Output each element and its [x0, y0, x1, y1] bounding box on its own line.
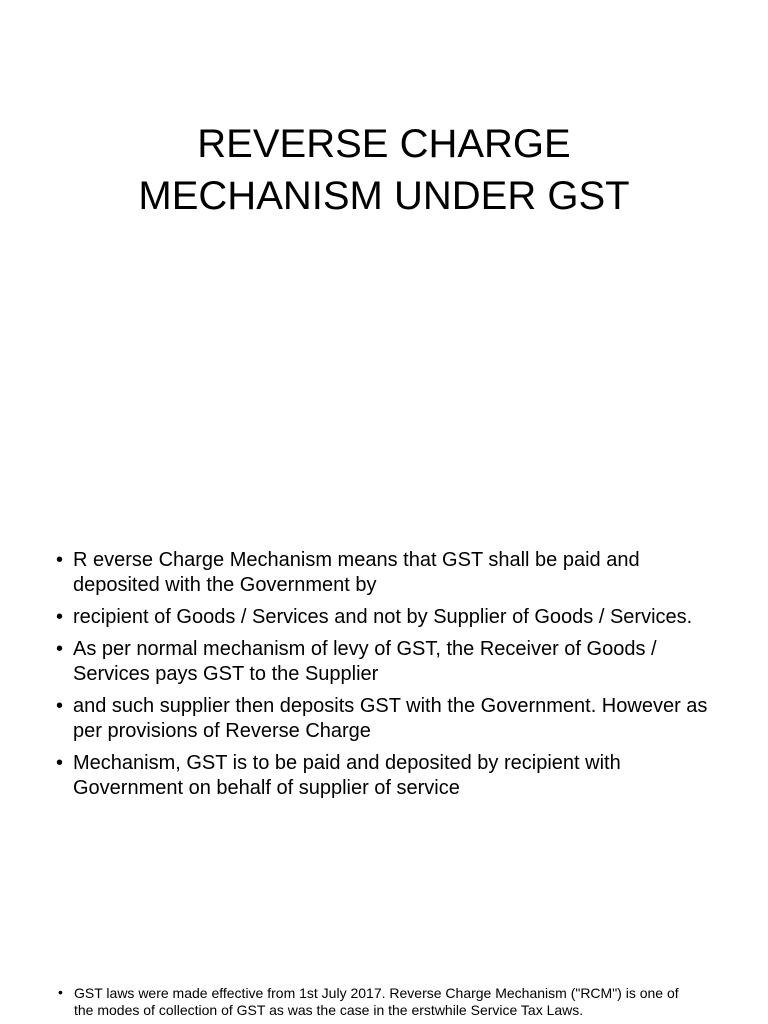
bullet-item: [56, 605, 716, 630]
bullet-text: and such supplier then deposits GST with the Government. However as per provisions of Reverse Charge: [73, 695, 708, 742]
bullet-dot-icon: •: [56, 606, 64, 628]
footer-bullet-item: [58, 985, 698, 1019]
bullet-text: recipient of Goods / Services and not by Supplier of Goods / Services.: [73, 606, 693, 628]
footer-bullet-text: GST laws were made effective from 1st July 2017. Reverse Charge Mechanism ("RCM") is one of the modes of collection of GST as was the case in the erstwhile Service Tax Laws.: [74, 985, 679, 1018]
bullet-dot-icon: •: [56, 638, 64, 660]
title-line-1: REVERSE CHARGE: [197, 122, 571, 166]
footer-bullet-list: [58, 985, 698, 1019]
bullet-item: [56, 548, 716, 598]
bullet-text: As per normal mechanism of levy of GST, the Receiver of Goods / Services pays GST to the Supplier: [73, 638, 657, 685]
bullet-dot-icon: •: [56, 752, 64, 774]
bullet-dot-icon: •: [56, 695, 64, 717]
bullet-text: Mechanism, GST is to be paid and deposited by recipient with Government on behalf of supplier of service: [73, 752, 621, 799]
slide-title: [60, 118, 708, 222]
bullet-dot-icon: •: [56, 549, 64, 571]
bullet-text: R everse Charge Mechanism means that GST shall be paid and deposited with the Government by: [73, 549, 640, 596]
bullet-dot-icon: •: [58, 984, 63, 1000]
bullet-list: [56, 548, 716, 808]
bullet-item: [56, 751, 716, 801]
bullet-item: [56, 694, 716, 744]
bullet-item: [56, 637, 716, 687]
title-line-2: MECHANISM UNDER GST: [138, 174, 630, 218]
